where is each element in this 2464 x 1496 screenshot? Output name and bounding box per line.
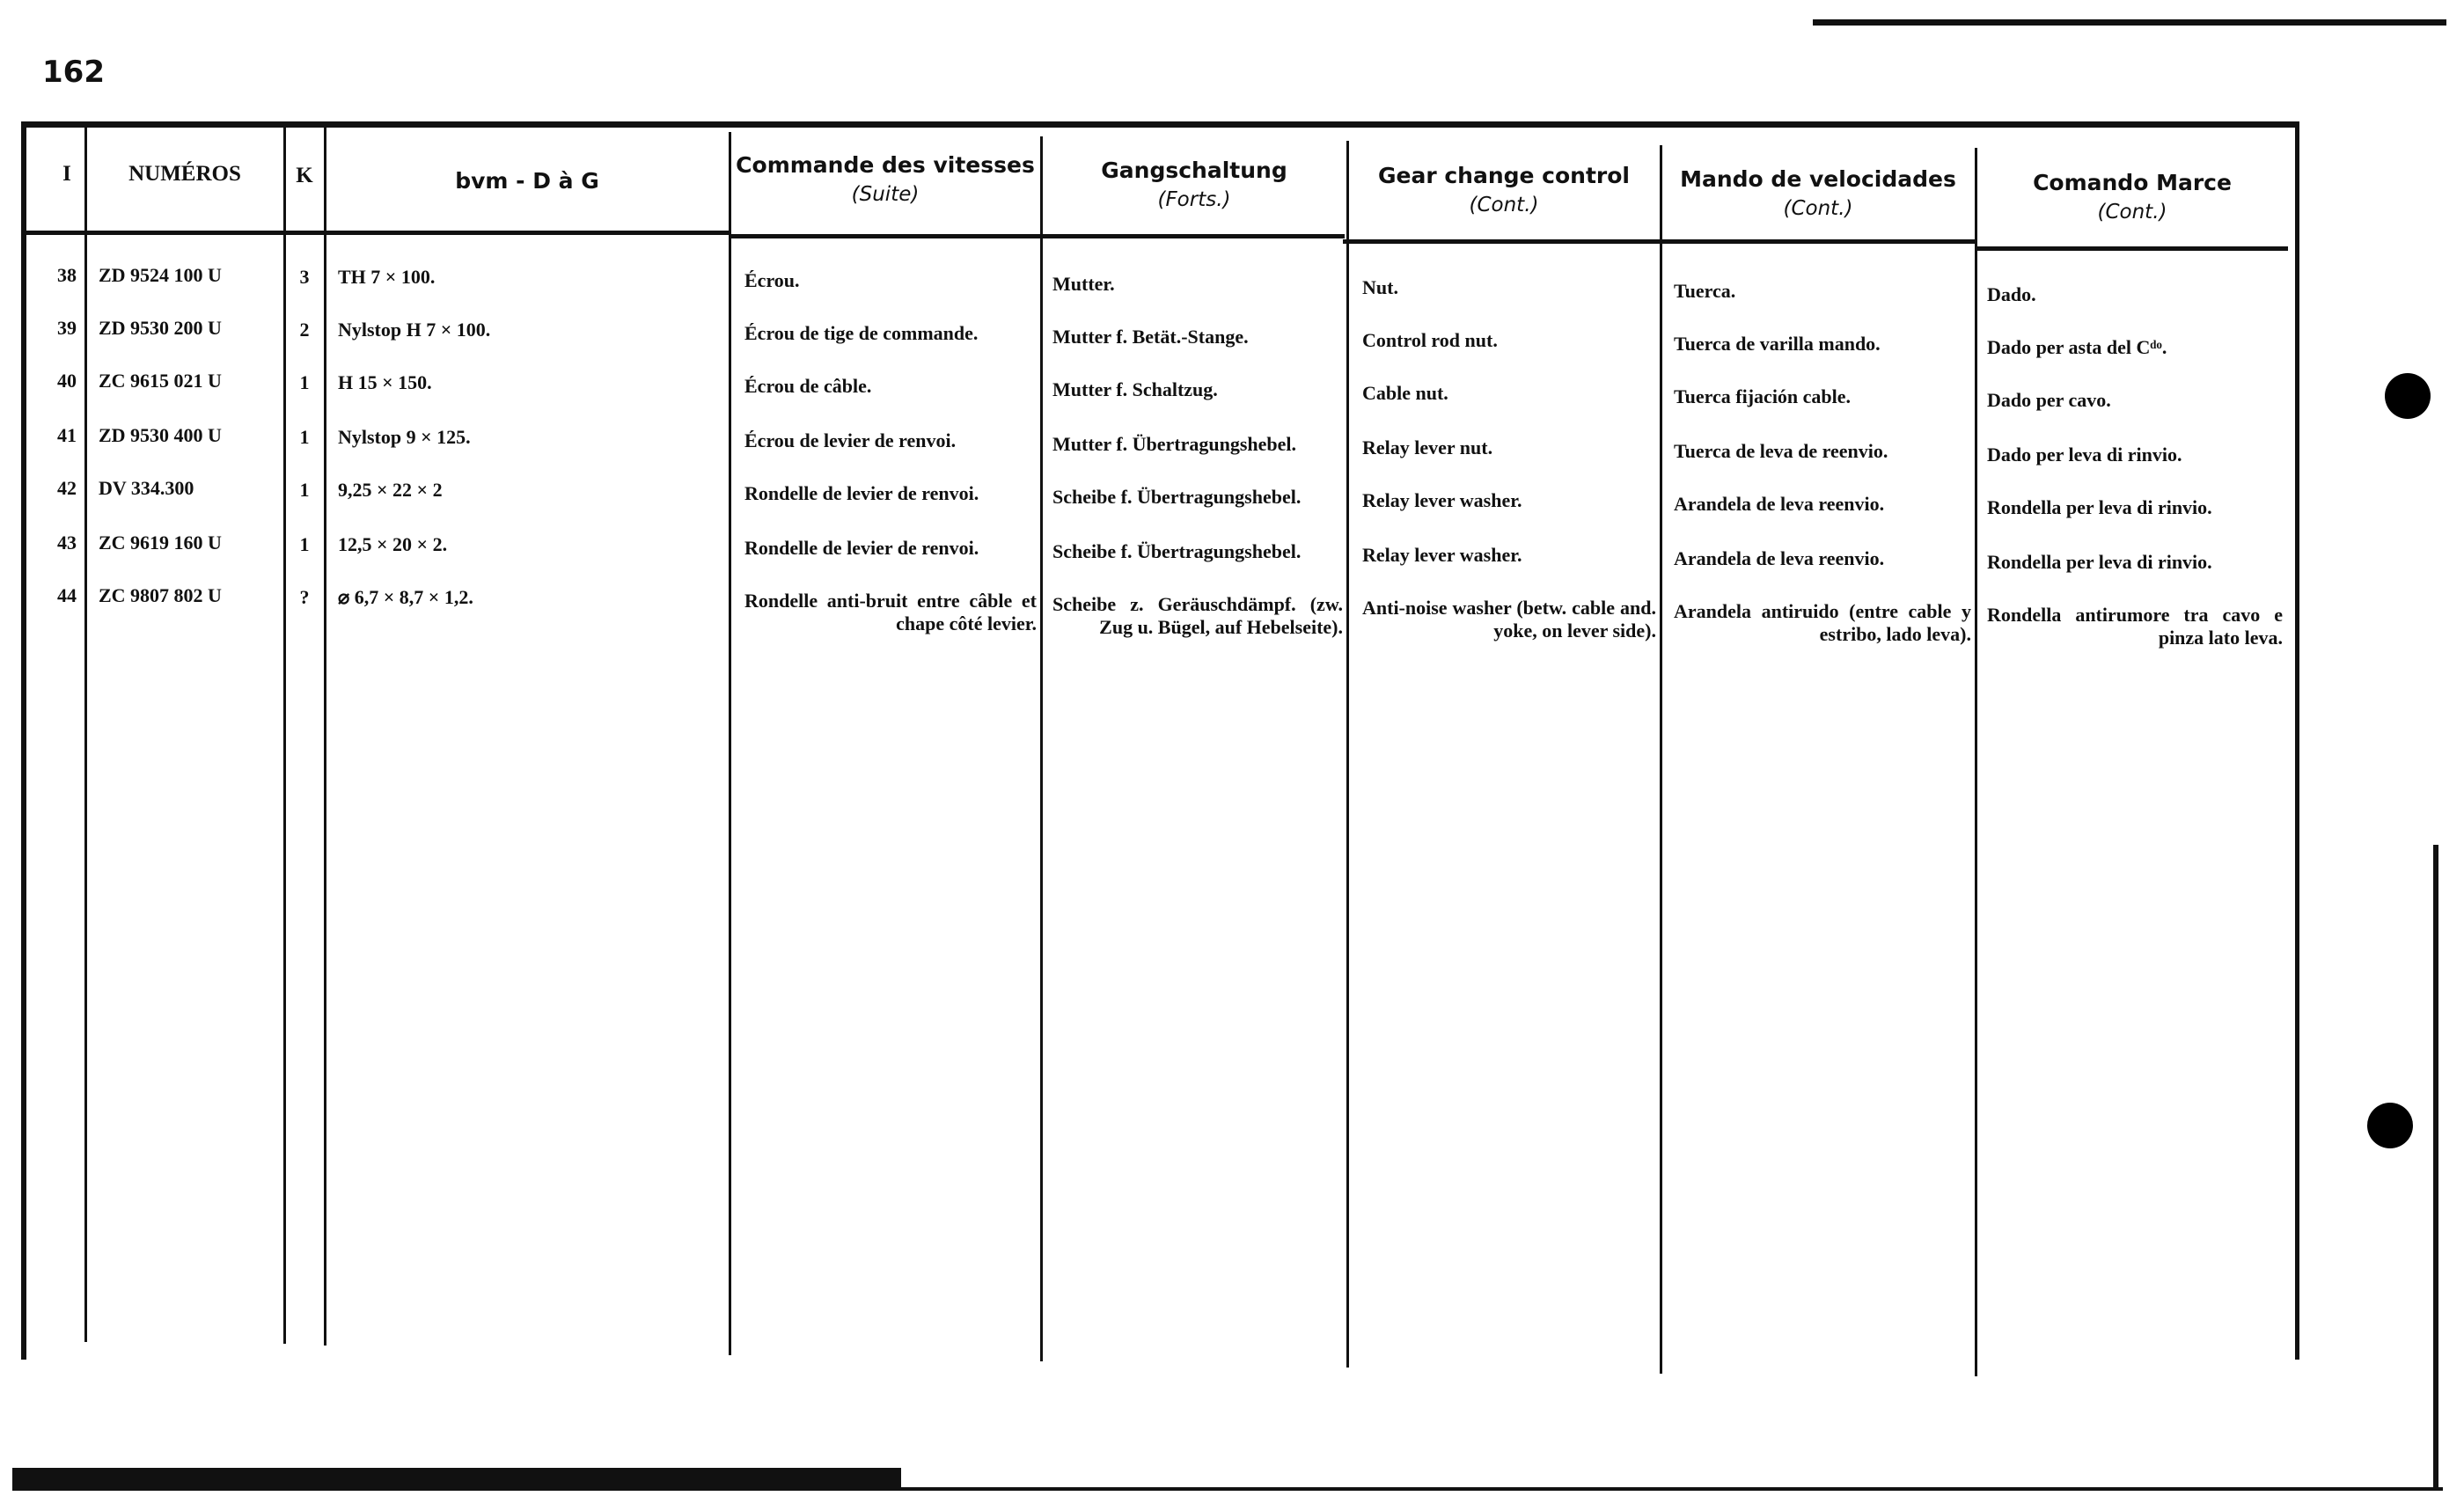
cell-spec: 9,25 × 22 × 2 xyxy=(338,479,443,501)
cell-spanish: Tuerca de varilla mando. xyxy=(1674,333,1881,355)
cell-index: 39 xyxy=(57,317,77,339)
cell-quantity: 3 xyxy=(299,266,310,288)
header-spanish-sub: (Cont.) xyxy=(1783,197,1853,221)
column-divider xyxy=(729,132,731,1355)
cell-part-number: ZC 9619 160 U xyxy=(99,532,222,554)
cell-spec: Nylstop 9 × 125. xyxy=(338,426,471,448)
cell-french: Rondelle anti-bruit entre câble et chape côté levier. xyxy=(744,590,1037,635)
right-edge-rule xyxy=(2433,845,2438,1489)
header-k: K xyxy=(296,164,313,187)
cell-english: Anti-noise washer (betw. cable and. yoke, on lever side). xyxy=(1362,597,1656,642)
punch-hole xyxy=(2367,1103,2413,1148)
cell-italian: Rondella per leva di rinvio. xyxy=(1987,496,2212,518)
punch-hole xyxy=(2385,373,2431,419)
cell-index: 38 xyxy=(57,264,77,286)
cell-german: Mutter f. Betät.-Stange. xyxy=(1052,326,1249,348)
header-french-title: Commande des vitesses xyxy=(736,152,1035,178)
cell-english: Control rod nut. xyxy=(1362,329,1498,351)
cell-french: Écrou. xyxy=(744,269,800,291)
cell-italian: Dado per leva di rinvio. xyxy=(1987,444,2182,466)
cell-french: Rondelle de levier de renvoi. xyxy=(744,537,979,559)
top-rule xyxy=(1813,19,2446,26)
cell-english: Relay lever washer. xyxy=(1362,544,1522,566)
cell-german: Mutter f. Schaltzug. xyxy=(1052,378,1218,400)
cell-quantity: 1 xyxy=(299,479,310,501)
cell-quantity: 1 xyxy=(299,533,310,555)
cell-part-number: ZD 9530 400 U xyxy=(99,424,222,446)
cell-spanish: Tuerca fijación cable. xyxy=(1674,385,1852,407)
bottom-rule-thick xyxy=(12,1468,901,1491)
header-rule xyxy=(1975,246,2288,251)
cell-spec: Nylstop H 7 × 100. xyxy=(338,319,491,341)
cell-english: Relay lever nut. xyxy=(1362,436,1493,458)
column-divider xyxy=(1346,141,1349,1368)
cell-german: Mutter f. Übertragungshebel. xyxy=(1052,433,1296,455)
cell-spanish: Arandela de leva reenvio. xyxy=(1674,547,1885,569)
cell-german: Scheibe f. Übertragungshebel. xyxy=(1052,486,1302,508)
column-divider xyxy=(1660,145,1662,1374)
cell-index: 40 xyxy=(57,370,77,392)
cell-french: Rondelle de levier de renvoi. xyxy=(744,482,979,504)
cell-index: 43 xyxy=(57,532,77,554)
header-german-sub: (Forts.) xyxy=(1157,188,1231,212)
header-french xyxy=(732,151,1038,208)
cell-part-number: DV 334.300 xyxy=(99,477,194,499)
parts-table xyxy=(21,121,2299,1360)
cell-spec: ⌀ 6,7 × 8,7 × 1,2. xyxy=(338,586,473,608)
cell-french: Écrou de câble. xyxy=(744,375,872,397)
header-english xyxy=(1350,162,1658,218)
cell-part-number: ZC 9615 021 U xyxy=(99,370,222,392)
cell-italian: Rondella per leva di rinvio. xyxy=(1987,551,2212,573)
column-divider xyxy=(1975,148,1977,1376)
header-english-title: Gear change control xyxy=(1377,163,1631,188)
bottom-rule-thin xyxy=(898,1487,2443,1491)
header-german-title: Gangschaltung xyxy=(1101,158,1287,183)
cell-french: Écrou de levier de renvoi. xyxy=(744,429,957,451)
cell-part-number: ZC 9807 802 U xyxy=(99,584,222,606)
header-italian-sub: (Cont.) xyxy=(2097,201,2167,224)
cell-german: Scheibe z. Geräuschdämpf. (zw. Zug u. Bügel, auf Hebelseite). xyxy=(1052,593,1343,639)
cell-german: Mutter. xyxy=(1052,273,1115,295)
cell-quantity: 1 xyxy=(299,426,310,448)
cell-italian: Dado. xyxy=(1987,283,2036,305)
header-rule xyxy=(26,231,730,235)
header-spanish-title: Mando de velocidades xyxy=(1680,166,1956,192)
cell-spec: 12,5 × 20 × 2. xyxy=(338,533,448,555)
header-french-sub: (Suite) xyxy=(851,183,920,207)
header-index: I xyxy=(62,162,71,186)
cell-quantity: 2 xyxy=(299,319,310,341)
header-german xyxy=(1044,157,1345,213)
cell-spanish: Tuerca de leva de reenvio. xyxy=(1674,440,1888,462)
cell-index: 44 xyxy=(57,584,77,606)
cell-index: 42 xyxy=(57,477,77,499)
cell-english: Nut. xyxy=(1362,276,1398,298)
cell-spanish: Arandela de leva reenvio. xyxy=(1674,493,1885,515)
column-divider xyxy=(84,128,87,1342)
header-numeros: NUMÉROS xyxy=(128,162,241,186)
header-italian-title: Comando Marce xyxy=(2033,170,2232,195)
cell-english: Cable nut. xyxy=(1362,382,1448,404)
cell-quantity: ? xyxy=(299,586,310,608)
cell-spanish: Arandela antiruido (entre cable y estribo, lado leva). xyxy=(1674,600,1971,646)
cell-quantity: 1 xyxy=(299,371,310,393)
cell-french: Écrou de tige de commande. xyxy=(744,322,979,344)
cell-index: 41 xyxy=(57,424,77,446)
column-divider xyxy=(324,128,326,1346)
cell-part-number: ZD 9524 100 U xyxy=(99,264,222,286)
column-divider xyxy=(1040,136,1043,1361)
column-divider xyxy=(283,128,286,1344)
page-number: 162 xyxy=(42,55,105,90)
header-rule xyxy=(729,234,1345,238)
header-english-sub: (Cont.) xyxy=(1469,194,1539,217)
cell-italian: Dado per cavo. xyxy=(1987,389,2111,411)
header-bvm: bvm - D à G xyxy=(455,168,599,194)
cell-spec: H 15 × 150. xyxy=(338,371,432,393)
header-italian xyxy=(1978,169,2286,225)
cell-part-number: ZD 9530 200 U xyxy=(99,317,222,339)
cell-italian: Rondella antirumore tra cavo e pinza lato leva. xyxy=(1987,604,2283,649)
cell-italian: Dado per asta del Cᵈᵒ. xyxy=(1987,336,2167,358)
cell-english: Relay lever washer. xyxy=(1362,489,1522,511)
cell-spec: TH 7 × 100. xyxy=(338,266,436,288)
cell-german: Scheibe f. Übertragungshebel. xyxy=(1052,540,1302,562)
header-spanish xyxy=(1663,165,1973,222)
cell-spanish: Tuerca. xyxy=(1674,280,1736,302)
